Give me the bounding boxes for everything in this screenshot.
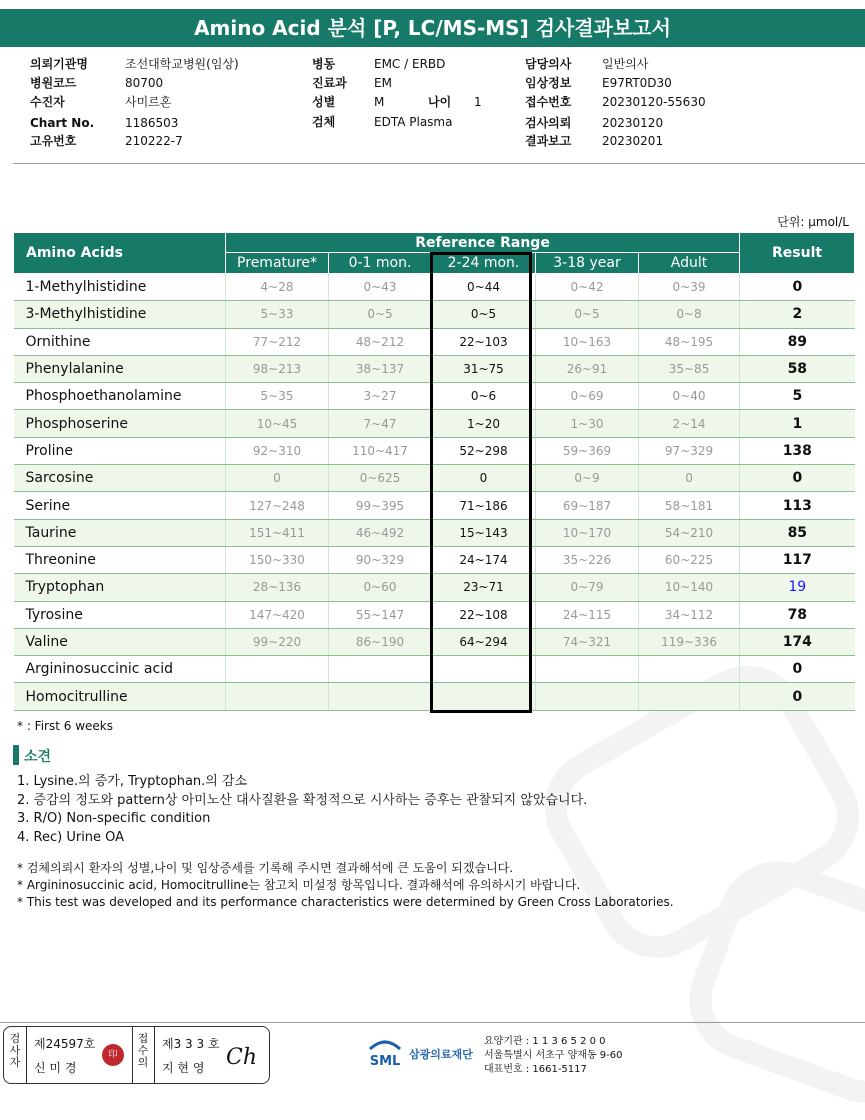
reference-cell: 0~625 <box>329 465 432 492</box>
sml-logo-icon <box>366 1035 404 1069</box>
info-col3-3-label: 검사의뢰 <box>525 116 572 130</box>
reference-cell: 0~60 <box>329 574 432 601</box>
amino-acid-name: Ornithine <box>14 328 226 355</box>
reference-cell: 99~395 <box>329 492 432 519</box>
header-reference-range: Reference Range <box>226 233 740 253</box>
examiner-label: 검사자 <box>9 1032 21 1069</box>
info-col2-1-label: 진료과 <box>312 76 347 90</box>
info-col2-1-value: EM <box>374 76 392 90</box>
signature-box <box>3 1026 270 1084</box>
reference-cell: 0~44 <box>432 274 536 301</box>
result-cell: 0 <box>740 656 855 683</box>
stamp: 印 <box>102 1044 124 1066</box>
org-name: 삼광의료재단 <box>409 1048 473 1061</box>
reference-cell: 0~42 <box>536 274 639 301</box>
amino-acid-name: Argininosuccinic acid <box>14 656 226 683</box>
org-address <box>484 1035 623 1077</box>
result-cell: 5 <box>740 383 855 410</box>
info-col3-0-value: 일반의사 <box>602 57 649 71</box>
approver-label: 접수의 <box>137 1032 149 1069</box>
reference-cell: 22~108 <box>432 601 536 628</box>
reference-cell: 0 <box>226 465 329 492</box>
report-title: Amino Acid 분석 [P, LC/MS-MS] 검사결과보고서 <box>194 16 671 40</box>
reference-cell: 34~112 <box>639 601 740 628</box>
amino-acid-name: Sarcosine <box>14 465 226 492</box>
examiner-number: 제24597호 <box>34 1037 96 1051</box>
reference-cell: 147~420 <box>226 601 329 628</box>
info-col1-1-value: 80700 <box>125 76 164 90</box>
info-col3-2-value: 20230120-55630 <box>602 95 706 109</box>
reference-cell: 48~212 <box>329 328 432 355</box>
info-col2-0-value: EMC / ERBD <box>374 57 446 71</box>
finding-line: 1. Lysine.의 증가, Tryptophan.의 감소 <box>17 774 248 789</box>
reference-cell <box>226 683 329 710</box>
reference-cell: 0~39 <box>639 274 740 301</box>
subheader-2: 2-24 mon. <box>432 253 536 274</box>
reference-cell: 5~35 <box>226 383 329 410</box>
info-col3-4-label: 결과보고 <box>525 134 572 148</box>
header-amino-acids: Amino Acids <box>14 233 226 274</box>
result-cell: 113 <box>740 492 855 519</box>
subheader-3: 3-18 year <box>536 253 639 274</box>
note-line: * This test was developed and its performance characteristics were determined by Green Cross Laboratories. <box>17 895 674 909</box>
unit-label: 단위: μmol/L <box>777 215 849 229</box>
reference-cell: 0 <box>432 465 536 492</box>
address-line: 요양기관 : 1 1 3 6 5 2 0 0 <box>484 1036 606 1047</box>
info-col3-1-label: 임상정보 <box>525 76 572 90</box>
reference-cell: 28~136 <box>226 574 329 601</box>
amino-acid-name: Homocitrulline <box>14 683 226 710</box>
result-cell: 58 <box>740 355 855 382</box>
reference-cell: 7~47 <box>329 410 432 437</box>
info-col1-3-label: Chart No. <box>30 116 95 130</box>
reference-cell: 23~71 <box>432 574 536 601</box>
reference-cell: 90~329 <box>329 546 432 573</box>
info-col3-2-label: 접수번호 <box>525 95 572 109</box>
reference-cell: 71~186 <box>432 492 536 519</box>
info-col1-0-value: 조선대학교병원(임상) <box>125 57 239 71</box>
info-col2-0-label: 병동 <box>312 57 336 71</box>
reference-cell <box>329 683 432 710</box>
result-cell: 1 <box>740 410 855 437</box>
reference-cell: 0~5 <box>536 301 639 328</box>
info-col1-0-label: 의뢰기관명 <box>30 57 88 71</box>
reference-cell: 4~28 <box>226 274 329 301</box>
reference-cell: 0~5 <box>432 301 536 328</box>
reference-cell: 74~321 <box>536 628 639 655</box>
reference-cell: 10~170 <box>536 519 639 546</box>
reference-cell: 10~140 <box>639 574 740 601</box>
reference-cell: 86~190 <box>329 628 432 655</box>
reference-cell: 15~143 <box>432 519 536 546</box>
reference-cell: 0~69 <box>536 383 639 410</box>
subheader-1: 0-1 mon. <box>329 253 432 274</box>
reference-cell <box>329 656 432 683</box>
result-cell: 138 <box>740 437 855 464</box>
info-col3-3-value: 20230120 <box>602 116 664 130</box>
address-line: 서울특별시 서초구 양재동 9-60 <box>484 1050 623 1061</box>
header-result: Result <box>740 233 855 274</box>
reference-cell <box>639 656 740 683</box>
reference-cell: 58~181 <box>639 492 740 519</box>
reference-cell: 5~33 <box>226 301 329 328</box>
result-cell: 0 <box>740 465 855 492</box>
reference-cell <box>536 683 639 710</box>
reference-cell: 35~85 <box>639 355 740 382</box>
reference-cell: 127~248 <box>226 492 329 519</box>
reference-cell <box>639 683 740 710</box>
reference-cell: 1~30 <box>536 410 639 437</box>
section-title: 소견 <box>24 749 52 765</box>
reference-cell: 0 <box>639 465 740 492</box>
reference-cell: 92~310 <box>226 437 329 464</box>
result-cell: 2 <box>740 301 855 328</box>
reference-cell: 150~330 <box>226 546 329 573</box>
info-col1-4-label: 고유번호 <box>30 134 77 148</box>
reference-cell: 0~5 <box>329 301 432 328</box>
reference-cell: 52~298 <box>432 437 536 464</box>
info-col2-2-label: 성별 <box>312 95 336 109</box>
info-age-value: 1 <box>474 95 482 109</box>
reference-cell: 1~20 <box>432 410 536 437</box>
info-age-label: 나이 <box>428 95 452 109</box>
reference-cell: 99~220 <box>226 628 329 655</box>
approver-name: 지 현 영 <box>162 1061 205 1075</box>
logo-text: SML <box>369 1054 401 1069</box>
result-cell: 0 <box>740 274 855 301</box>
finding-line: 3. R/O) Non-specific condition <box>17 811 211 826</box>
info-col2-2-value: M <box>374 95 385 109</box>
info-col1-1-label: 병원코드 <box>30 76 77 90</box>
result-cell: 174 <box>740 628 855 655</box>
result-cell: 117 <box>740 546 855 573</box>
reference-cell: 55~147 <box>329 601 432 628</box>
reference-cell: 97~329 <box>639 437 740 464</box>
reference-cell: 24~174 <box>432 546 536 573</box>
reference-cell <box>536 656 639 683</box>
finding-line: 4. Rec) Urine OA <box>17 829 125 845</box>
reference-cell: 0~79 <box>536 574 639 601</box>
amino-acid-name: Valine <box>14 628 226 655</box>
footnote: * : First 6 weeks <box>17 719 113 733</box>
reference-cell: 22~103 <box>432 328 536 355</box>
address-line: 대표번호 : 1661-5117 <box>484 1064 587 1075</box>
reference-cell: 151~411 <box>226 519 329 546</box>
info-col1-4-value: 210222-7 <box>125 134 183 148</box>
reference-cell: 98~213 <box>226 355 329 382</box>
section-marker <box>13 745 19 765</box>
info-col2-3-label: 검체 <box>312 115 336 129</box>
amino-acid-name: Taurine <box>14 519 226 546</box>
reference-cell: 69~187 <box>536 492 639 519</box>
reference-cell: 0~40 <box>639 383 740 410</box>
reference-cell: 10~163 <box>536 328 639 355</box>
reference-cell: 31~75 <box>432 355 536 382</box>
divider <box>13 163 865 164</box>
examiner-name: 신 미 경 <box>34 1061 77 1075</box>
reference-cell: 0~9 <box>536 465 639 492</box>
amino-acid-name: Phosphoserine <box>14 410 226 437</box>
amino-acid-name: Phenylalanine <box>14 355 226 382</box>
reference-cell: 35~226 <box>536 546 639 573</box>
subheader-4: Adult <box>639 253 740 274</box>
note-line: * 검체의뢰시 환자의 성별,나이 및 임상증세를 기록해 주시면 결과해석에 큰 도움이 되겠습니다. <box>17 861 514 875</box>
amino-acid-name: Phosphoethanolamine <box>14 383 226 410</box>
reference-cell: 26~91 <box>536 355 639 382</box>
highlight-box-2-24-mon <box>430 252 532 713</box>
amino-acid-name: Threonine <box>14 546 226 573</box>
info-col2-3-value: EDTA Plasma <box>374 115 453 129</box>
divider <box>0 1022 865 1023</box>
info-col3-1-value: E97RT0D30 <box>602 76 672 90</box>
result-cell: 0 <box>740 683 855 710</box>
reference-cell: 119~336 <box>639 628 740 655</box>
reference-cell: 2~14 <box>639 410 740 437</box>
reference-cell: 60~225 <box>639 546 740 573</box>
reference-cell: 110~417 <box>329 437 432 464</box>
note-line: * Argininosuccinic acid, Homocitrulline는 참고치 미설정 항목입니다. 결과해석에 유의하시기 바랍니다. <box>17 878 581 892</box>
reference-cell: 59~369 <box>536 437 639 464</box>
reference-cell: 46~492 <box>329 519 432 546</box>
info-col1-2-label: 수진자 <box>30 95 65 109</box>
finding-line: 2. 증감의 정도와 pattern상 아미노산 대사질환을 확정적으로 시사하는 증후는 관찰되지 않았습니다. <box>17 792 588 808</box>
result-cell: 89 <box>740 328 855 355</box>
reference-cell <box>226 656 329 683</box>
amino-acid-name: Serine <box>14 492 226 519</box>
reference-cell: 3~27 <box>329 383 432 410</box>
reference-cell: 0~6 <box>432 383 536 410</box>
reference-cell: 54~210 <box>639 519 740 546</box>
reference-cell: 77~212 <box>226 328 329 355</box>
reference-cell: 48~195 <box>639 328 740 355</box>
amino-acid-name: Tryptophan <box>14 574 226 601</box>
reference-cell: 0~43 <box>329 274 432 301</box>
signature: Ch <box>226 1045 258 1070</box>
result-cell: 85 <box>740 519 855 546</box>
amino-acid-name: Tyrosine <box>14 601 226 628</box>
amino-acid-name: 3-Methylhistidine <box>14 301 226 328</box>
info-col3-4-value: 20230201 <box>602 134 664 148</box>
info-col1-3-value: 1186503 <box>125 116 179 130</box>
approver-number: 제3 3 3 호 <box>162 1037 220 1051</box>
reference-cell: 24~115 <box>536 601 639 628</box>
amino-acid-name: 1-Methylhistidine <box>14 274 226 301</box>
info-col3-0-label: 담당의사 <box>525 57 572 71</box>
amino-acid-name: Proline <box>14 437 226 464</box>
subheader-0: Premature* <box>226 253 329 274</box>
result-cell: 19 <box>740 574 855 601</box>
reference-cell: 0~8 <box>639 301 740 328</box>
info-col1-2-value: 사미르혼 <box>125 95 172 109</box>
reference-cell: 38~137 <box>329 355 432 382</box>
result-cell: 78 <box>740 601 855 628</box>
reference-cell: 10~45 <box>226 410 329 437</box>
reference-cell: 64~294 <box>432 628 536 655</box>
